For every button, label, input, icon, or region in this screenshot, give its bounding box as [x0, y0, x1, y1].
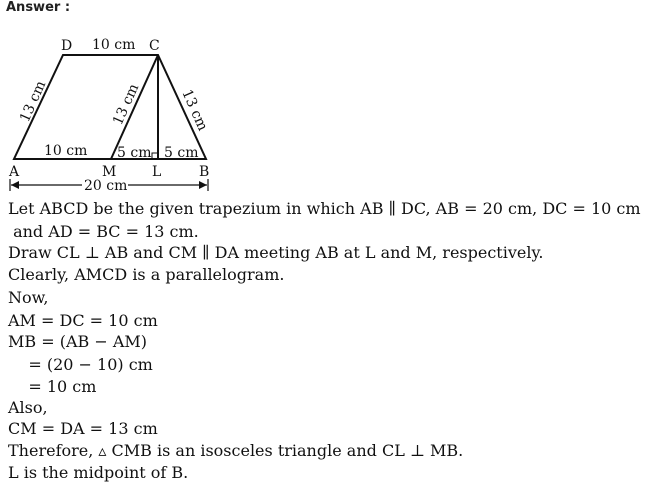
text-line-9: = 10 cm [8, 377, 97, 396]
answer-heading: Answer : [6, 0, 71, 15]
text-line-1: Let ABCD be the given trapezium in which AB ∥ DC, AB = 20 cm, DC = 10 cm [8, 199, 641, 218]
dimension-arrow-left [11, 181, 19, 189]
trapezium-abcd [14, 55, 206, 159]
vertex-a: A [9, 164, 20, 180]
label-cb: 13 cm [178, 87, 211, 134]
label-dc: 10 cm [92, 37, 136, 53]
text-line-6: AM = DC = 10 cm [8, 311, 158, 330]
vertex-b: B [199, 164, 210, 180]
label-cm: 13 cm [110, 81, 143, 128]
text-line-12: Therefore, ▵ CMB is an isosceles triangle and CL ⊥ MB. [8, 441, 464, 460]
dimension-arrow-right [199, 181, 207, 189]
text-line-11: CM = DA = 13 cm [8, 419, 158, 438]
vertex-l: L [152, 164, 162, 180]
vertex-m: M [102, 164, 117, 180]
label-ml: 5 cm [117, 145, 152, 161]
text-line-10: Also, [8, 398, 48, 417]
trapezium-figure [0, 0, 652, 200]
label-lb: 5 cm [164, 145, 199, 161]
text-line-3: Draw CL ⊥ AB and CM ∥ DA meeting AB at L and M, respectively. [8, 243, 544, 262]
vertex-c: C [149, 38, 160, 54]
label-am: 10 cm [44, 143, 88, 159]
vertex-d: D [61, 38, 73, 54]
text-line-4: Clearly, AMCD is a parallelogram. [8, 265, 285, 284]
text-line-2: and AD = BC = 13 cm. [8, 222, 199, 241]
text-line-7: MB = (AB − AM) [8, 332, 148, 351]
text-line-8: = (20 − 10) cm [8, 355, 153, 374]
label-ab: 20 cm [84, 178, 128, 194]
text-line-13: L is the midpoint of B. [8, 463, 189, 482]
label-ad: 13 cm [17, 78, 50, 125]
text-line-5: Now, [8, 288, 49, 307]
